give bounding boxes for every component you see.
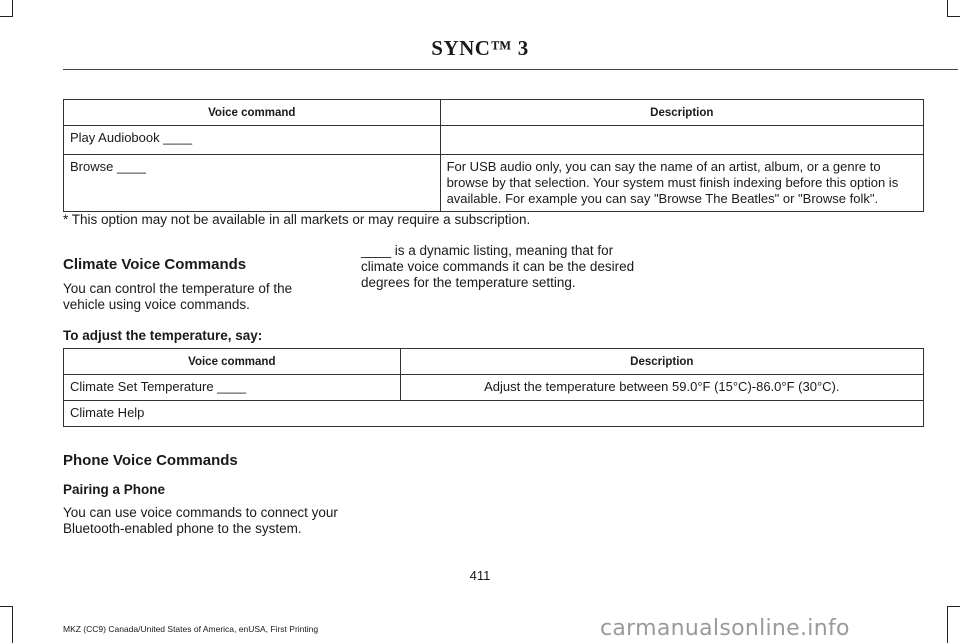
phone-subheading: Pairing a Phone — [63, 482, 166, 497]
voice-command-table-audio — [63, 99, 924, 212]
table-row — [64, 375, 924, 401]
crop-mark — [947, 606, 948, 643]
page-title: SYNC™ 3 — [431, 36, 529, 60]
description-cell — [440, 126, 923, 155]
crop-mark — [947, 16, 960, 17]
page-number: 411 — [469, 568, 491, 583]
crop-mark — [0, 606, 13, 607]
voice-command-cell: Climate Help — [64, 401, 924, 427]
crop-mark — [12, 0, 13, 16]
header-divider — [63, 69, 958, 70]
description-cell: Adjust the temperature between 59.0°F (15°C)-86.0°F (30°C). — [400, 375, 923, 401]
column-header-voice-command: Voice command — [64, 349, 401, 375]
section-heading-climate: Climate Voice Commands — [63, 256, 247, 273]
table-row — [64, 401, 924, 427]
crop-mark — [947, 0, 948, 16]
table-header-row — [64, 349, 924, 375]
climate-subheading: To adjust the temperature, say: — [63, 328, 263, 343]
column-header-description: Description — [440, 100, 923, 126]
dynamic-listing-note: ____ is a dynamic listing, meaning that for climate voice commands it can be the desired degrees for the temperature setting. — [361, 243, 635, 290]
crop-mark — [0, 16, 13, 17]
phone-intro: You can use voice commands to connect your Bluetooth-enabled phone to the system. — [63, 505, 338, 536]
section-heading-phone: Phone Voice Commands — [63, 452, 238, 469]
climate-intro: You can control the temperature of the vehicle using voice commands. — [63, 281, 293, 312]
footnote: * This option may not be available in all markets or may require a subscription. — [63, 212, 531, 227]
table-row — [64, 126, 924, 155]
footer-text: MKZ (CC9) Canada/United States of America, enUSA, First Printing — [63, 624, 319, 634]
description-cell: For USB audio only, you can say the name of an artist, album, or a genre to browse by that selection. Your system must finish indexing before this option is available. For example you can say "Browse The Beatles" or "Browse folk". — [440, 155, 923, 212]
crop-mark — [947, 606, 960, 607]
column-header-voice-command: Voice command — [64, 100, 441, 126]
crop-mark — [12, 606, 13, 643]
voice-command-table-climate — [63, 348, 924, 427]
voice-command-cell: Play Audiobook ____ — [64, 126, 441, 155]
voice-command-cell: Browse ____ — [64, 155, 441, 212]
voice-command-cell: Climate Set Temperature ____ — [64, 375, 401, 401]
watermark: carmanualsonline.info — [600, 616, 850, 641]
table-row — [64, 155, 924, 212]
table-header-row — [64, 100, 924, 126]
column-header-description: Description — [400, 349, 923, 375]
